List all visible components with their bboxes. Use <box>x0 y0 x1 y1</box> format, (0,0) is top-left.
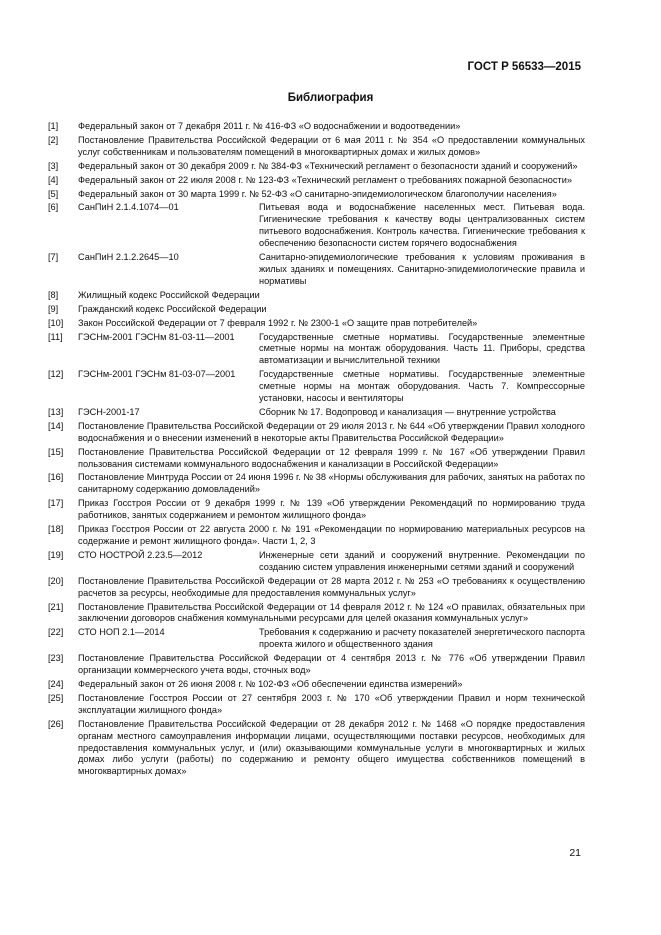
entry-text: Постановление Правительства Российской Федерации от 28 декабря 2012 г. № 1468 «О порядке предоставления органам местного самоуправления информации лицами, осуществляющими поставки ресурсов, необходимых для предоставления коммунальных услуг, и (или) оказывающими коммунальные услуги в многоквартирных и жилых домах либо услуги (работы) по содержанию и ремонту общего имущества собственников помещений в многоквартирных домах» <box>78 718 585 777</box>
bibliography-entry <box>48 189 585 201</box>
entry-number: [26] <box>48 718 64 729</box>
entry-text: Федеральный закон от 30 марта 1999 г. № 52-ФЗ «О санитарно-эпидемиологическом благополучии населения» <box>78 188 557 199</box>
entry-text: Постановление Правительства Российской Федерации от 28 марта 2012 г. № 253 «О требованиях к осуществлению расчетов за ресурсы, необходимые для предоставления коммунальных услуг» <box>78 575 585 598</box>
standard-designation: ГОСТ Р 56533—2015 <box>467 61 581 73</box>
entry-code: ГЭСН-2001-17 <box>78 406 140 417</box>
bibliography-entry <box>48 602 585 626</box>
entry-number: [6] <box>48 202 59 213</box>
entry-number: [9] <box>48 303 59 314</box>
bibliography-entry <box>48 369 585 405</box>
entry-number: [17] <box>48 498 64 509</box>
entry-number: [25] <box>48 692 64 703</box>
entry-number: [19] <box>48 549 64 560</box>
entry-number: [16] <box>48 472 64 483</box>
entry-text: Сборник № 17. Водопровод и канализация — внутренние устройства <box>259 406 556 417</box>
entry-text: Постановление Минтруда России от 24 июня 1996 г. № 38 «Нормы обслуживания для рабочих, занятых на работах по санитарному содержанию домовладений» <box>78 472 585 495</box>
bibliography-entry <box>48 121 585 133</box>
entry-code: СанПиН 2.1.2.2645—10 <box>78 252 179 263</box>
bibliography-entry <box>48 627 585 651</box>
entry-code: СанПиН 2.1.4.1074—01 <box>78 202 179 213</box>
entry-text: Федеральный закон от 22 июля 2008 г. № 123-ФЗ «Технический регламент о требованиях пожарной безопасности» <box>78 174 572 185</box>
entry-text: Санитарно-эпидемиологические требования к условиям проживания в жилых зданиях и помещениях. Санитарно-эпидемиологические правила и нормативы <box>259 252 585 286</box>
entry-number: [8] <box>48 289 59 300</box>
bibliography-entry <box>48 202 585 250</box>
section-title: Библиография <box>287 92 374 104</box>
entry-number: [7] <box>48 252 59 263</box>
bibliography-entry <box>48 498 585 522</box>
entry-code: ГЭСНм-2001 ГЭСНм 81-03-11—2001 <box>78 331 235 342</box>
entry-number: [13] <box>48 406 64 417</box>
bibliography-entry <box>48 693 585 717</box>
bibliography-entry <box>48 332 585 368</box>
page-number: 21 <box>569 847 581 859</box>
entry-number: [22] <box>48 627 64 638</box>
bibliography-entry <box>48 524 585 548</box>
entry-text: Постановление Правительства Российской Федерации от 6 мая 2011 г. № 354 «О предоставлении коммунальных услуг собственникам и пользователям помещений в многоквартирных домах и жилых домов» <box>78 134 585 157</box>
entry-text: Требования к содержанию и расчету показателей энергетического паспорта проекта жилого и общественного здания <box>259 627 585 650</box>
entry-code: СТО НОП 2.1—2014 <box>78 627 165 638</box>
entry-text: Федеральный закон от 30 декабря 2009 г. № 384-ФЗ «Технический регламент о безопасности зданий и сооружений» <box>78 160 578 171</box>
entry-number: [11] <box>48 331 63 342</box>
entry-text: Федеральный закон от 26 июня 2008 г. № 102-ФЗ «Об обеспечении единства измерений» <box>78 678 463 689</box>
entry-number: [12] <box>48 369 64 380</box>
entry-text: Постановление Правительства Российской Федерации от 14 февраля 2012 г. № 124 «О правилах, обязательных при заключении договоров снабжения коммунальными ресурсами для целей оказания коммунальных услуг» <box>78 601 585 624</box>
bibliography-entry <box>48 252 585 288</box>
entry-number: [14] <box>48 420 64 431</box>
bibliography-entry <box>48 161 585 173</box>
entry-text: Постановление Правительства Российской Федерации от 12 февраля 1999 г. № 167 «Об утверждении Правил пользования системами коммунального водоснабжения и канализации в Российской Федерации» <box>78 446 585 469</box>
entry-text: Жилищный кодекс Российской Федерации <box>78 289 260 300</box>
bibliography-entry <box>48 290 585 302</box>
entry-number: [1] <box>48 121 59 131</box>
entry-text: Гражданский кодекс Российской Федерации <box>78 303 267 314</box>
entry-number: [10] <box>48 317 64 328</box>
bibliography-entry <box>48 175 585 187</box>
bibliography-entry <box>48 421 585 445</box>
bibliography-entry <box>48 550 585 574</box>
entry-text: Приказ Госстроя России от 22 августа 2000 г. № 191 «Рекомендации по нормированию материальных ресурсов на содержание и ремонт жилищного фонда». Части 1, 2, 3 <box>78 524 585 546</box>
entry-number: [18] <box>48 524 64 535</box>
entry-number: [21] <box>48 601 64 612</box>
entry-text: Закон Российской Федерации от 7 февраля 1992 г. № 2300-1 «О защите прав потребителей» <box>78 317 478 328</box>
bibliography-entry <box>48 679 585 691</box>
entry-text: Государственные сметные нормативы. Государственные элементные сметные нормы на монтаж оборудования. Часть 11. Приборы, средства автоматизации и вычислительной техники <box>259 331 585 366</box>
entry-number: [2] <box>48 134 59 145</box>
entry-text: Приказ Госстроя России от 9 декабря 1999 г. № 139 «Об утверждении Рекомендаций по нормированию труда работников, занятых содержанием и ремонтом жилищного фонда» <box>78 498 585 521</box>
bibliography-entry <box>48 576 585 600</box>
entry-text: Постановление Госстроя России от 27 сентября 2003 г. № 170 «Об утверждении Правил и норм технической эксплуатации жилищного фонда» <box>78 692 585 715</box>
entry-text: Постановление Правительства Российской Федерации от 4 сентября 2013 г. № 776 «Об утверждении Правил организации коммерческого учета воды, сточных вод» <box>78 653 585 676</box>
bibliography-entry <box>48 304 585 316</box>
bibliography-entry <box>48 135 585 159</box>
entry-text: Инженерные сети зданий и сооружений внутренние. Рекомендации по созданию систем управления инженерными сетями зданий и сооружений <box>259 549 585 572</box>
entry-code: СТО НОСТРОЙ 2.23.5—2012 <box>78 549 203 560</box>
bibliography-entry <box>48 318 585 330</box>
entry-number: [23] <box>48 653 64 664</box>
entry-text: Государственные сметные нормативы. Государственные элементные сметные нормы на монтаж оборудования. Часть 7. Компрессорные установки, насосы и вентиляторы <box>259 369 585 404</box>
bibliography-entry <box>48 472 585 496</box>
entry-code: ГЭСНм-2001 ГЭСНм 81-03-07—2001 <box>78 369 236 380</box>
entry-number: [24] <box>48 678 64 689</box>
entry-text: Постановление Правительства Российской Федерации от 29 июля 2013 г. № 644 «Об утверждении Правил холодного водоснабжения и о внесении изменений в некоторые акты Правительства Российской Федерации» <box>78 420 585 443</box>
bibliography-entry <box>48 719 585 779</box>
entry-number: [5] <box>48 188 59 199</box>
entry-number: [4] <box>48 174 59 185</box>
entry-number: [15] <box>48 446 64 457</box>
bibliography-list <box>48 121 585 780</box>
entry-text: Федеральный закон от 7 декабря 2011 г. № 416-ФЗ «О водоснабжении и водоотведении» <box>78 121 461 131</box>
bibliography-entry <box>48 447 585 471</box>
entry-text: Питьевая вода и водоснабжение населенных мест. Питьевая вода. Гигиенические требования к качеству воды централизованных систем питьевого водоснабжения. Контроль качества. Гигиенические требования к обеспечению безопасности систем горячего водоснабжения <box>259 202 585 249</box>
bibliography-entry <box>48 653 585 677</box>
entry-number: [3] <box>48 160 59 171</box>
bibliography-entry <box>48 407 585 419</box>
entry-number: [20] <box>48 575 64 586</box>
